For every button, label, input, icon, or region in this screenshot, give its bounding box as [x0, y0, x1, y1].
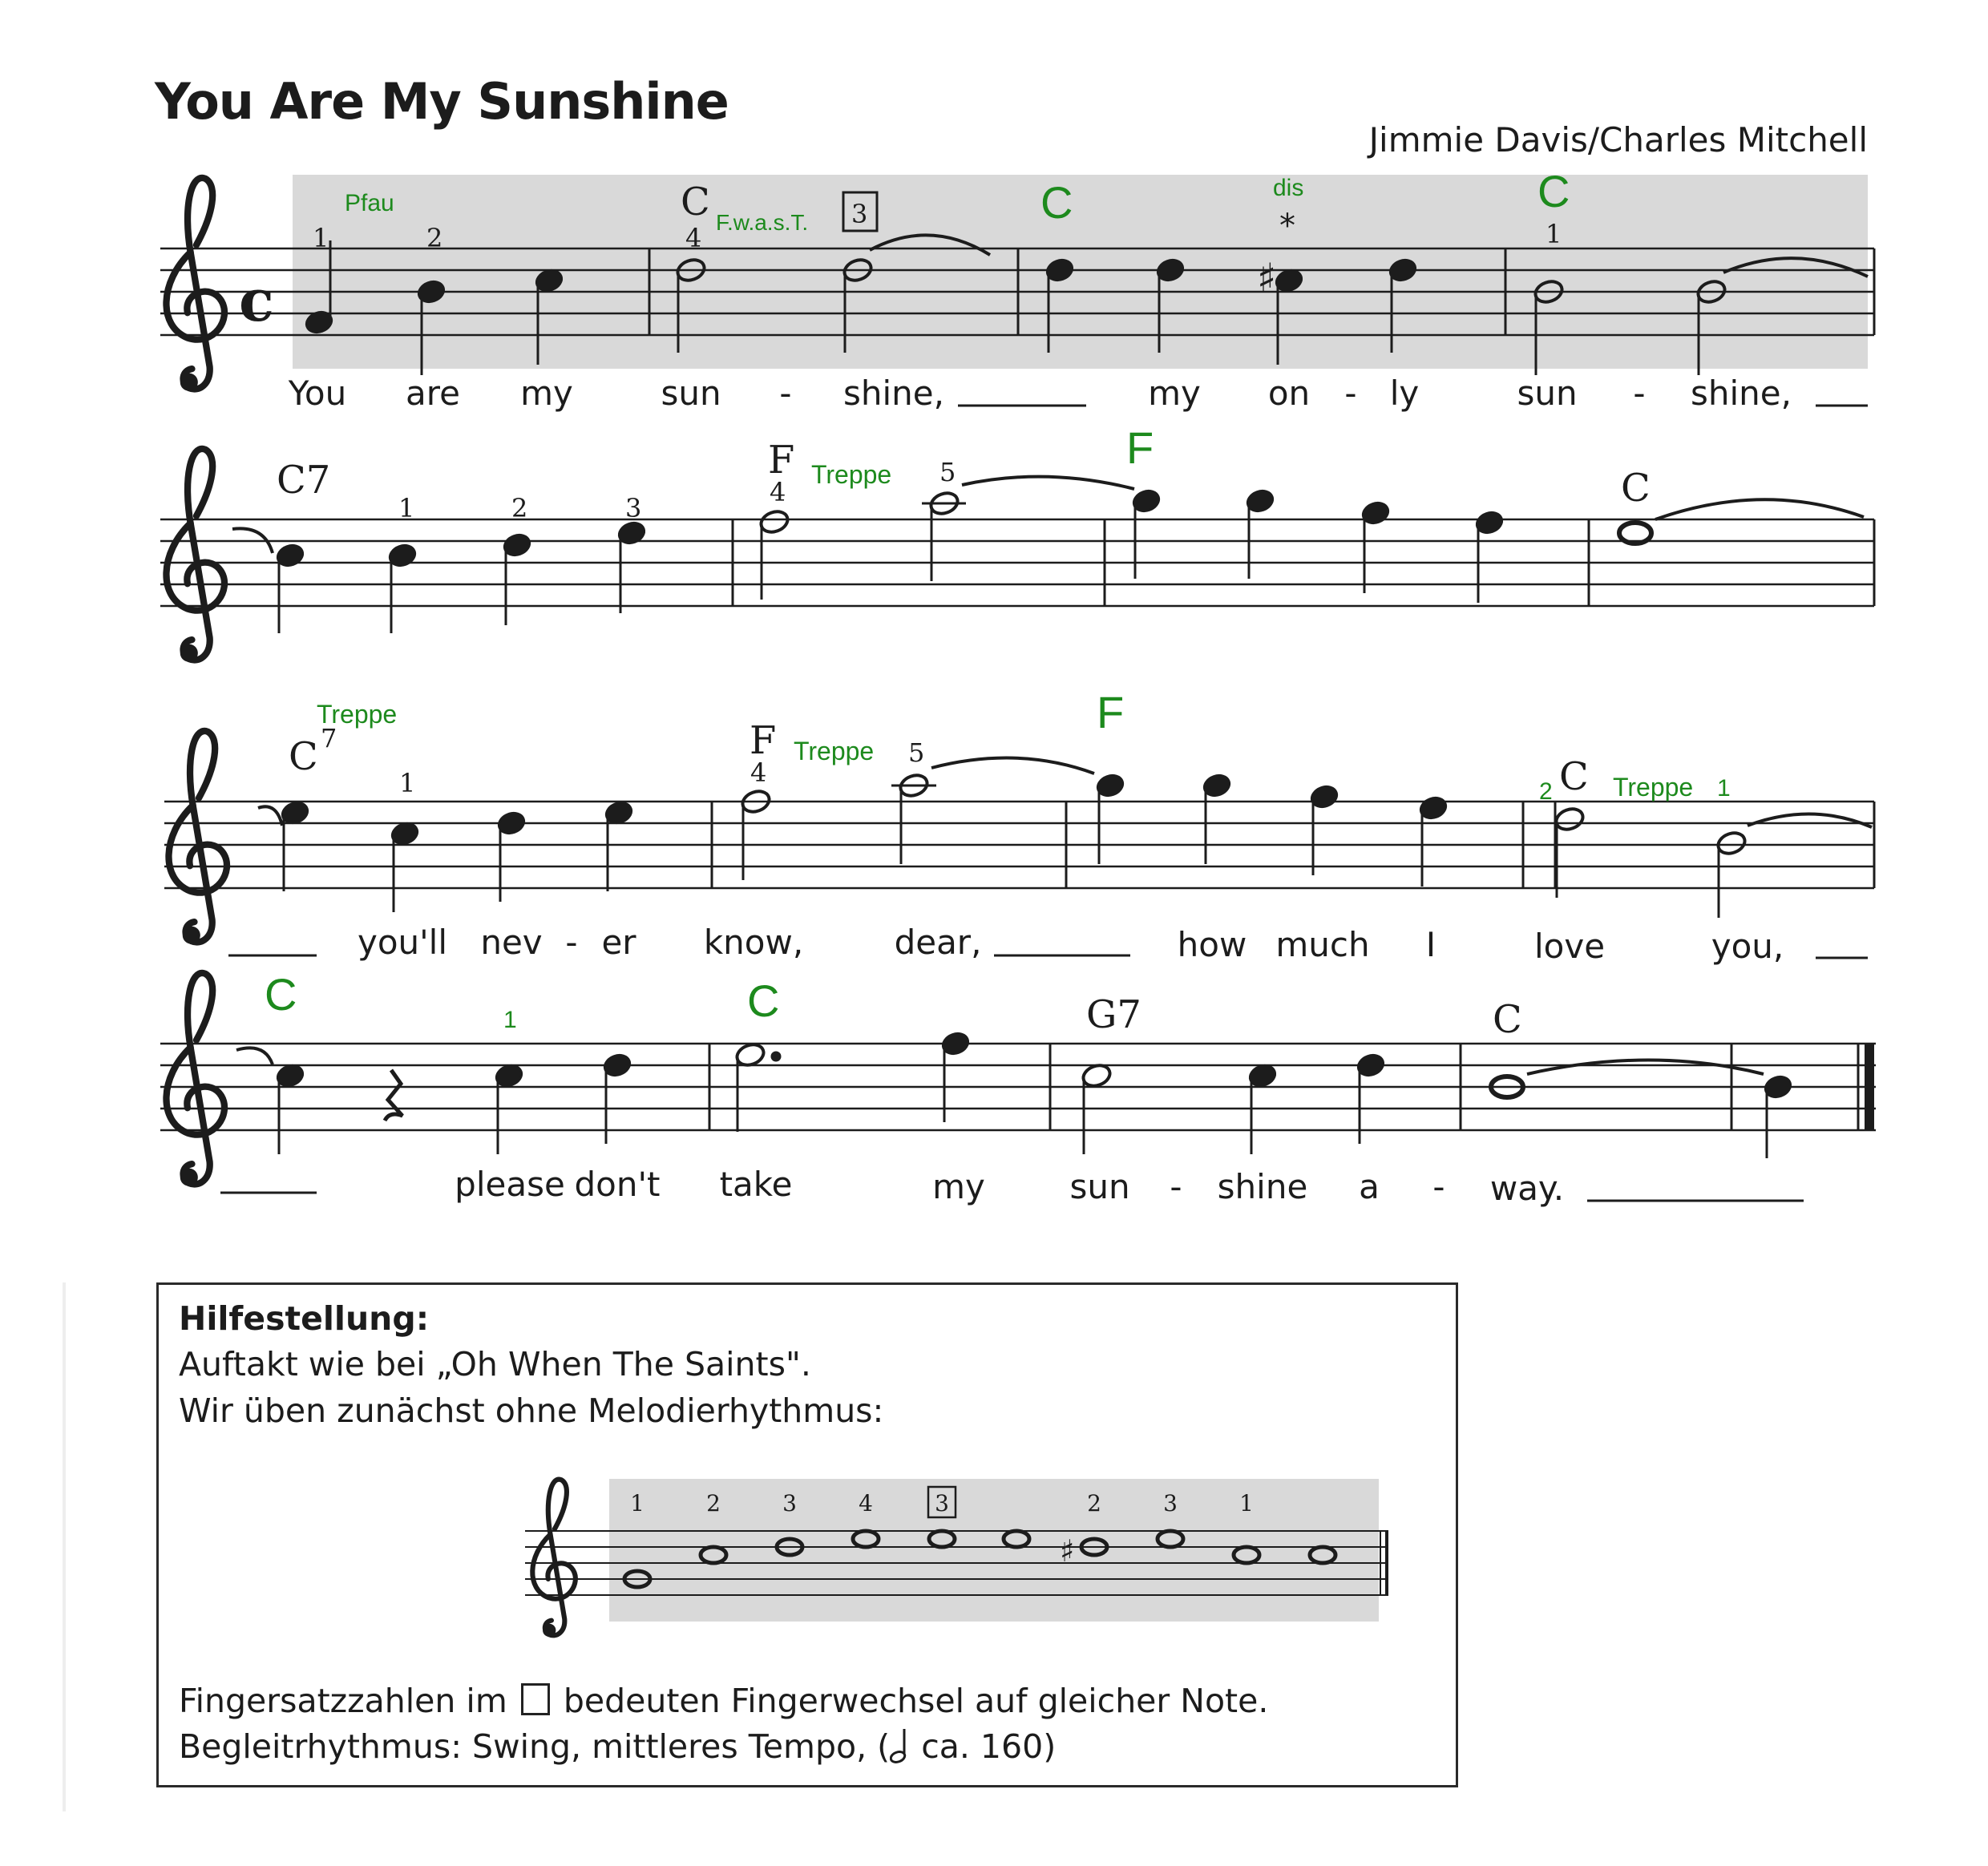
lyric: - — [565, 923, 578, 962]
fingering: 2 — [1087, 1490, 1101, 1517]
lyric: are — [406, 374, 460, 413]
hint-rhythm — [179, 1727, 1056, 1766]
lyric: way. — [1489, 1169, 1565, 1208]
page-title: You Are My Sunshine — [155, 72, 729, 131]
chord-symbol: C — [1559, 754, 1589, 799]
annotation-chord: C — [747, 975, 780, 1026]
lyric: how — [1177, 925, 1247, 964]
half-note-icon — [890, 1727, 911, 1764]
chord-symbol: C7 — [277, 458, 331, 503]
hint-rhythm-text-2: ca. 160) — [921, 1727, 1057, 1766]
fingering: 2 — [511, 493, 528, 523]
fingering: 1 — [398, 493, 415, 523]
annotation-chord: F — [1126, 422, 1154, 473]
lyric: take — [719, 1165, 793, 1204]
hint-rhythm-text-1: Begleitrhythmus: Swing, mittleres Tempo, ( — [179, 1727, 891, 1766]
annotation: F.w.a.s.T. — [716, 210, 809, 235]
fingering: 3 — [1163, 1490, 1178, 1517]
lyric: - — [1170, 1167, 1182, 1206]
system-2 — [160, 422, 1874, 662]
lyric: sun — [661, 374, 721, 413]
hint-note-text-1: Fingersatzzahlen im — [179, 1682, 507, 1720]
hint-line-1: Auftakt wie bei „Oh When The Saints". — [179, 1345, 811, 1383]
fingering: 1 — [399, 768, 416, 798]
lyric: love — [1533, 927, 1606, 966]
lyric: know, — [703, 923, 804, 962]
chord-symbol: G7 — [1086, 992, 1141, 1037]
highlight-band — [293, 175, 1868, 369]
fingering-annotation: 2 — [1539, 778, 1553, 805]
tie — [931, 758, 1094, 773]
common-time-icon: c — [239, 266, 274, 334]
fingering: 1 — [313, 223, 329, 253]
fingering: 1 — [1239, 1490, 1254, 1517]
tie — [962, 477, 1134, 489]
fingering-annotation: 1 — [503, 1007, 517, 1033]
annotation-chord: C — [265, 969, 297, 1020]
finger-change-number: 3 — [851, 199, 868, 229]
lyric: on — [1267, 374, 1311, 413]
annotation-chord: F — [1097, 687, 1125, 737]
half-note-head — [1554, 806, 1586, 833]
tie — [236, 1048, 273, 1064]
lyric: you, — [1711, 927, 1784, 966]
half-note-head — [1715, 830, 1748, 857]
chord-symbol: F — [768, 438, 795, 483]
treble-clef-icon — [166, 449, 224, 662]
fingering: 4 — [770, 477, 786, 507]
annotation: Treppe — [317, 700, 398, 729]
tie — [1655, 499, 1864, 519]
chord-symbol: F — [750, 718, 777, 763]
chord-symbol: C — [681, 180, 710, 224]
lyric: shine, — [843, 374, 944, 413]
square-box-icon — [521, 1683, 550, 1715]
fingering: 4 — [685, 223, 702, 253]
fingering: 3 — [625, 493, 642, 523]
lyric: You — [288, 374, 347, 413]
treble-clef-icon — [166, 178, 224, 391]
lyric: please — [455, 1165, 565, 1204]
lyric: you'll — [357, 923, 448, 962]
lyric: ly — [1389, 374, 1420, 413]
fingering: 3 — [935, 1490, 949, 1517]
fingering: 5 — [908, 737, 925, 768]
hint-note-text-2: bedeuten Fingerwechsel auf gleicher Note. — [563, 1682, 1269, 1720]
final-barline — [1865, 1044, 1874, 1130]
fingering: 3 — [782, 1490, 797, 1517]
fingering: 4 — [750, 757, 767, 788]
chord-symbol: C — [1493, 997, 1522, 1042]
lyric: sun — [1069, 1167, 1130, 1206]
lyric: dear, — [894, 923, 982, 962]
hint-box — [156, 1282, 1458, 1787]
tie — [1748, 814, 1872, 827]
lyric: er — [601, 923, 636, 962]
system-1 — [160, 166, 1874, 413]
fingering: 4 — [859, 1490, 873, 1517]
fingering: 2 — [426, 223, 443, 253]
page-edge-shadow — [63, 1282, 66, 1811]
sharp-icon: ♯ — [1257, 255, 1277, 301]
annotation: Pfau — [345, 190, 394, 216]
lyric: much — [1275, 925, 1370, 964]
annotation-chord: C — [1040, 177, 1073, 228]
lyric: a — [1359, 1167, 1380, 1206]
fingering: 1 — [1546, 219, 1562, 249]
sharp-icon: ♯ — [1060, 1533, 1075, 1569]
fingering: 5 — [939, 457, 956, 487]
lyric: - — [1633, 374, 1646, 413]
annotation: Treppe — [794, 737, 875, 765]
hint-note — [179, 1682, 1268, 1720]
dot — [772, 1052, 780, 1060]
lyric: my — [520, 374, 573, 413]
lyric: my — [932, 1167, 985, 1206]
annotation: Treppe — [1613, 773, 1694, 802]
half-note-head — [758, 508, 790, 535]
lyric: nev — [480, 923, 543, 962]
composer-credit: Jimmie Davis/Charles Mitchell — [1368, 120, 1868, 160]
lyric: shine, — [1691, 374, 1792, 413]
treble-clef-icon — [168, 731, 227, 944]
treble-clef-icon — [166, 973, 224, 1186]
lyric: - — [779, 374, 792, 413]
tie — [1527, 1060, 1764, 1075]
lyric: sun — [1517, 374, 1578, 413]
chord-superscript: 7 — [321, 723, 337, 753]
quarter-rest-icon — [385, 1070, 402, 1121]
fingering: 2 — [706, 1490, 721, 1517]
system-4 — [160, 969, 1876, 1208]
system-3 — [164, 687, 1874, 966]
lyric: my — [1148, 374, 1201, 413]
lyric: I — [1425, 925, 1436, 964]
staff-lines — [164, 802, 1874, 888]
annotation: dis — [1273, 175, 1304, 201]
chord-symbol: C — [1621, 466, 1651, 511]
lyric: - — [1344, 374, 1357, 413]
chord-symbol: C — [289, 734, 318, 779]
hint-line-2: Wir üben zunächst ohne Melodierhythmus: — [179, 1391, 884, 1430]
lyric: don't — [574, 1165, 661, 1204]
annotation: Treppe — [811, 460, 892, 489]
annotation-chord: C — [1537, 166, 1570, 216]
asterisk-symbol: * — [1279, 208, 1295, 244]
fingering-annotation: 1 — [1717, 775, 1731, 802]
lyric: - — [1432, 1167, 1445, 1206]
fingering: 1 — [630, 1490, 644, 1517]
lyric: shine — [1217, 1167, 1308, 1206]
hint-heading: Hilfestellung: — [179, 1299, 430, 1338]
staff-lines — [160, 1044, 1876, 1130]
